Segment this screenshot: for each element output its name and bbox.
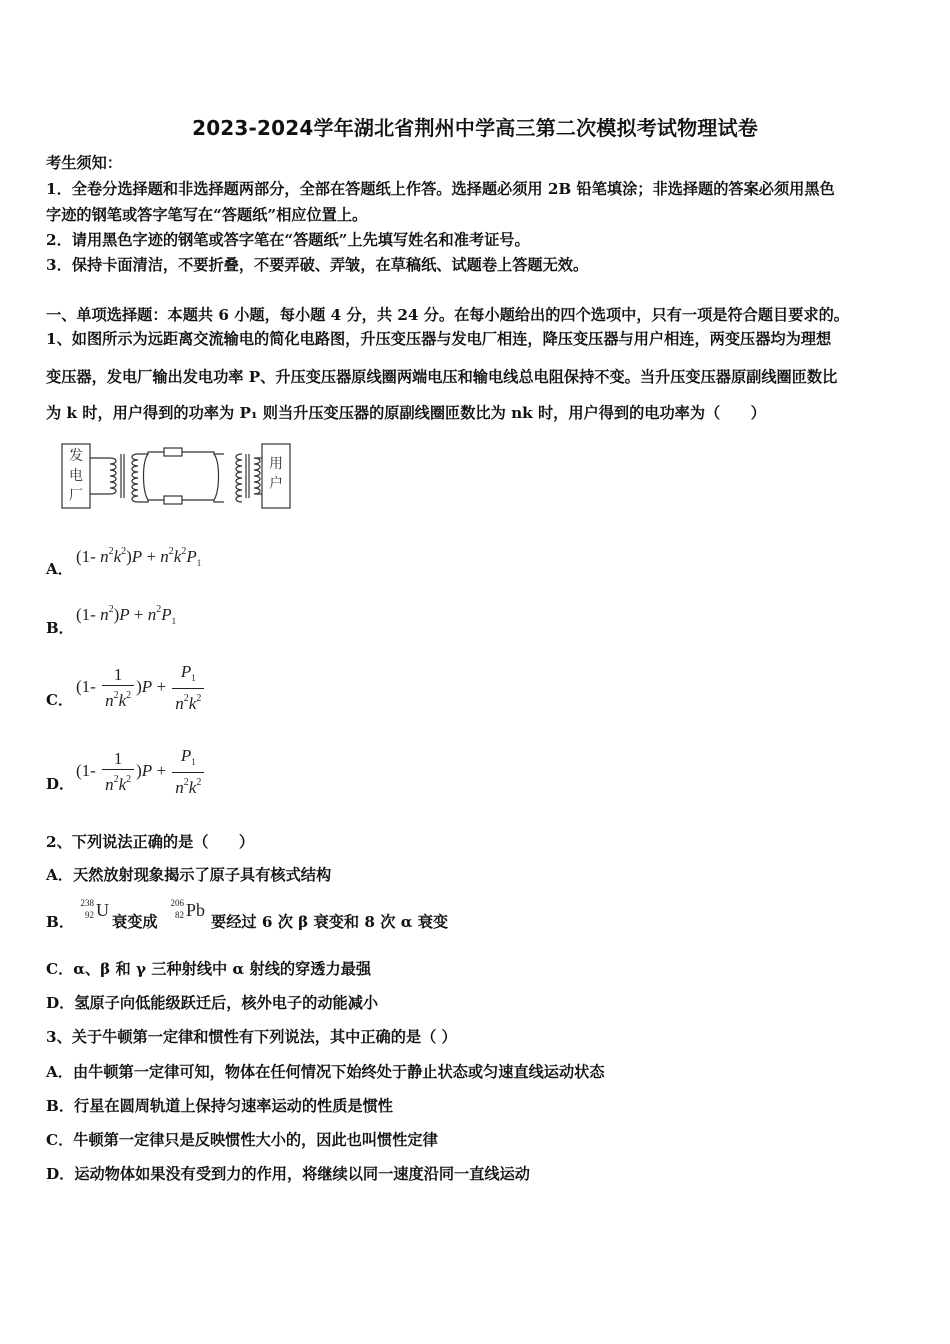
q3-option-c[interactable]: C．牛顿第一定律只是反映惯性大小的，因此也叫惯性定律 — [46, 1131, 438, 1149]
q2-option-b-label: B． — [46, 913, 75, 931]
user-label-1: 用 — [269, 456, 283, 472]
q1-stem-line-2: 变压器，发电厂输出发电功率 P、升压变压器原线圈两端电压和输电线总电阻保持不变。当升压变压器原副线圈匝数比 — [46, 368, 838, 386]
step-up-primary-coil — [110, 458, 116, 494]
transmission-circuit-diagram — [60, 440, 300, 515]
line-resistor-bottom — [164, 496, 182, 504]
lead-206-symbol: 206 82 Pb — [170, 898, 206, 920]
power-plant-label-1: 发 — [69, 448, 83, 464]
q2-option-d[interactable]: D．氢原子向低能级跃迁后，核外电子的动能减小 — [46, 994, 379, 1012]
q2-stem: 2、下列说法正确的是（ ） — [46, 833, 255, 851]
notice-heading: 考生须知： — [46, 154, 122, 172]
q1-option-c-label: C． — [46, 691, 73, 709]
q3-option-d[interactable]: D．运动物体如果没有受到力的作用，将继续以同一速度沿同一直线运动 — [46, 1165, 530, 1183]
q1-option-a-expr[interactable]: (1- $n^2k^2)P + n^2k^2P_1$ — [76, 546, 202, 568]
section-heading: 一、单项选择题：本题共 6 小题，每小题 4 分，共 24 分。在每小题给出的四个选项中，只有一项是符合题目要求的。 — [46, 306, 849, 324]
page-title: 2023-2024学年湖北省荆州中学高三第二次模拟考试物理试卷 — [192, 116, 758, 140]
q2-option-a[interactable]: A．天然放射现象揭示了原子具有核式结构 — [46, 866, 332, 884]
q1-stem-line-3: 为 k 时，用户得到的功率为 P₁ 则当升压变压器的原副线圈匝数比为 nk 时，用户得到的电功率为（ ） — [46, 404, 766, 422]
q2-option-b-tail[interactable]: 要经过 6 次 β 衰变和 8 次 α 衰变 — [211, 913, 449, 931]
q3-option-a[interactable]: A．由牛顿第一定律可知，物体在任何情况下始终处于静止状态或匀速直线运动状态 — [46, 1063, 605, 1081]
notice-item-3: 3．保持卡面清洁，不要折叠，不要弄破、弄皱，在草稿纸、试题卷上答题无效。 — [46, 256, 589, 274]
q1-option-c-expr[interactable]: (1- $\frac{1}{n^2k^2}$ )P + $\frac{P_1}{n^2k^2}$ — [76, 662, 206, 714]
q2-option-c[interactable]: C．α、β 和 γ 三种射线中 α 射线的穿透力最强 — [46, 960, 372, 978]
step-up-secondary-coil — [132, 454, 138, 502]
q1-option-b-expr[interactable]: (1- $n^2)P + n^2P_1$ — [76, 604, 177, 626]
q1-option-d-expr[interactable]: (1- $\frac{1}{n^2k^2}$ )P + $\frac{P_1}{n^2k^2}$ — [76, 746, 206, 798]
q1-option-d-label: D． — [46, 775, 75, 793]
power-plant-label-2: 电 — [69, 468, 83, 484]
step-down-primary-coil — [236, 454, 242, 502]
q3-stem: 3、关于牛顿第一定律和惯性有下列说法，其中正确的是（ ） — [46, 1028, 457, 1046]
step-down-secondary-coil — [254, 458, 260, 494]
user-label-2: 户 — [269, 476, 283, 492]
line-resistor-top — [164, 448, 182, 456]
q1-option-b-label: B． — [46, 619, 74, 637]
q1-option-a-label: A． — [46, 560, 73, 578]
notice-item-2: 2．请用黑色字迹的钢笔或答字笔在“答题纸”上先填写姓名和准考证号。 — [46, 231, 530, 249]
q3-option-b[interactable]: B．行星在圆周轨道上保持匀速率运动的性质是惯性 — [46, 1097, 393, 1115]
q1-stem-line-1: 1、如图所示为远距离交流输电的简化电路图，升压变压器与发电厂相连，降压变压器与用户相连，两变压器均为理想 — [46, 330, 832, 348]
uranium-238-symbol: 238 92 U — [80, 898, 109, 920]
notice-item-1-line-1: 1．全卷分选择题和非选择题两部分，全部在答题纸上作答。选择题必须用 2B 铅笔填涂；非选择题的答案必须用黑色 — [46, 180, 835, 198]
power-plant-label-3: 厂 — [69, 488, 83, 504]
q2-option-b-mid: 衰变成 — [112, 913, 158, 931]
notice-item-1-line-2: 字迹的钢笔或答字笔写在“答题纸”相应位置上。 — [46, 206, 368, 224]
